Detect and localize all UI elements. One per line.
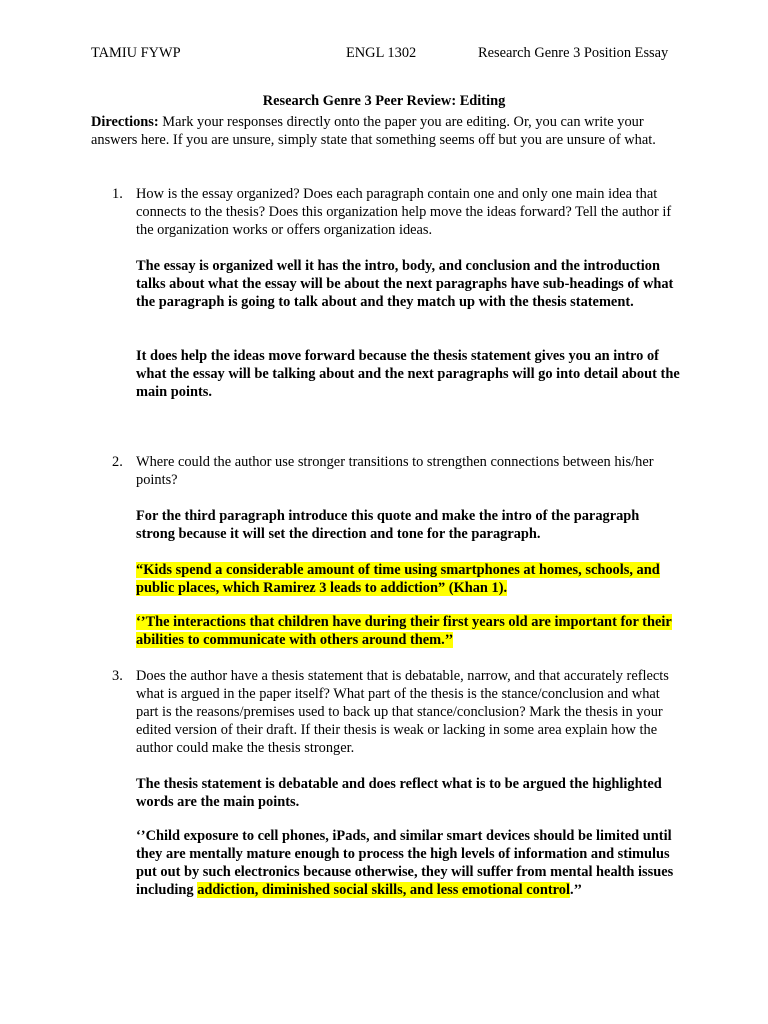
header-course-program: TAMIU FYWP xyxy=(91,45,181,61)
directions-paragraph xyxy=(91,113,683,149)
quote-khan xyxy=(136,561,681,597)
thesis-quote-tail: .’’ xyxy=(569,882,583,898)
question-3 xyxy=(91,667,681,757)
question-number: 2. xyxy=(112,454,123,470)
thesis-quote xyxy=(136,827,681,899)
question-text: Where could the author use stronger transitions to strengthen connections between his/her points? xyxy=(136,454,654,488)
directions-text: Mark your responses directly onto the paper you are editing. Or, you can write your answers here. If you are unsure, simply state that something seems off but you are unsure of what. xyxy=(91,114,656,148)
directions-label: Directions: xyxy=(91,114,159,130)
answer-1-flow: It does help the ideas move forward because the thesis statement gives you an intro of what the essay will be talking about and the next paragraphs will go into detail about the main points. xyxy=(136,348,680,400)
quote-interactions xyxy=(136,613,681,649)
thesis-highlight: addiction, diminished social skills, and less emotional control xyxy=(197,882,570,898)
highlighted-quote: “Kids spend a considerable amount of time using smartphones at homes, schools, and public places, which Ramirez 3 leads to addiction” (Khan 1). xyxy=(136,562,660,596)
header-course-code: ENGL 1302 xyxy=(346,45,417,61)
highlighted-quote: ‘’The interactions that children have during their first years old are important for their abilities to communicate with others around them.’’ xyxy=(136,614,672,648)
question-number: 3. xyxy=(112,668,123,684)
page-title: Research Genre 3 Peer Review: Editing xyxy=(262,93,506,109)
question-text: How is the essay organized? Does each paragraph contain one and only one main idea that connects to the thesis? Does this organization help move the ideas forward? Tell the author if the organization works or offers organization ideas. xyxy=(136,186,672,238)
question-number: 1. xyxy=(112,186,123,202)
question-text: Does the author have a thesis statement that is debatable, narrow, and that accurately reflects what is argued in the paper itself? What part of the thesis is the stance/conclusion and what part is the reasons/premises used to back up that stance/conclusion? Mark the thesis in your edited version of their draft. If their thesis is weak or lacking in some area explain how the author could make the thesis stronger. xyxy=(136,668,669,756)
question-1 xyxy=(91,185,681,239)
answer-3-thesis: The thesis statement is debatable and does reflect what is to be argued the highlighted words are the main points. xyxy=(136,776,662,810)
answer-1-organization: The essay is organized well it has the intro, body, and conclusion and the introduction talks about what the essay will be about the next paragraphs have sub-headings of what the paragraph is going to talk about and they match up with the thesis statement. xyxy=(136,258,674,310)
header-assignment: Research Genre 3 Position Essay xyxy=(478,45,669,61)
thesis-quote-lead: ‘’Child exposure to cell phones, iPads, and similar smart devices should be limited until they are mentally mature enough to process the high levels of information and stimulus put out by such electronics because otherwise, they will suffer from mental health issues including xyxy=(136,828,674,898)
question-2 xyxy=(91,453,681,489)
answer-2-transitions: For the third paragraph introduce this quote and make the intro of the paragraph strong because it will set the direction and tone for the paragraph. xyxy=(136,508,640,542)
